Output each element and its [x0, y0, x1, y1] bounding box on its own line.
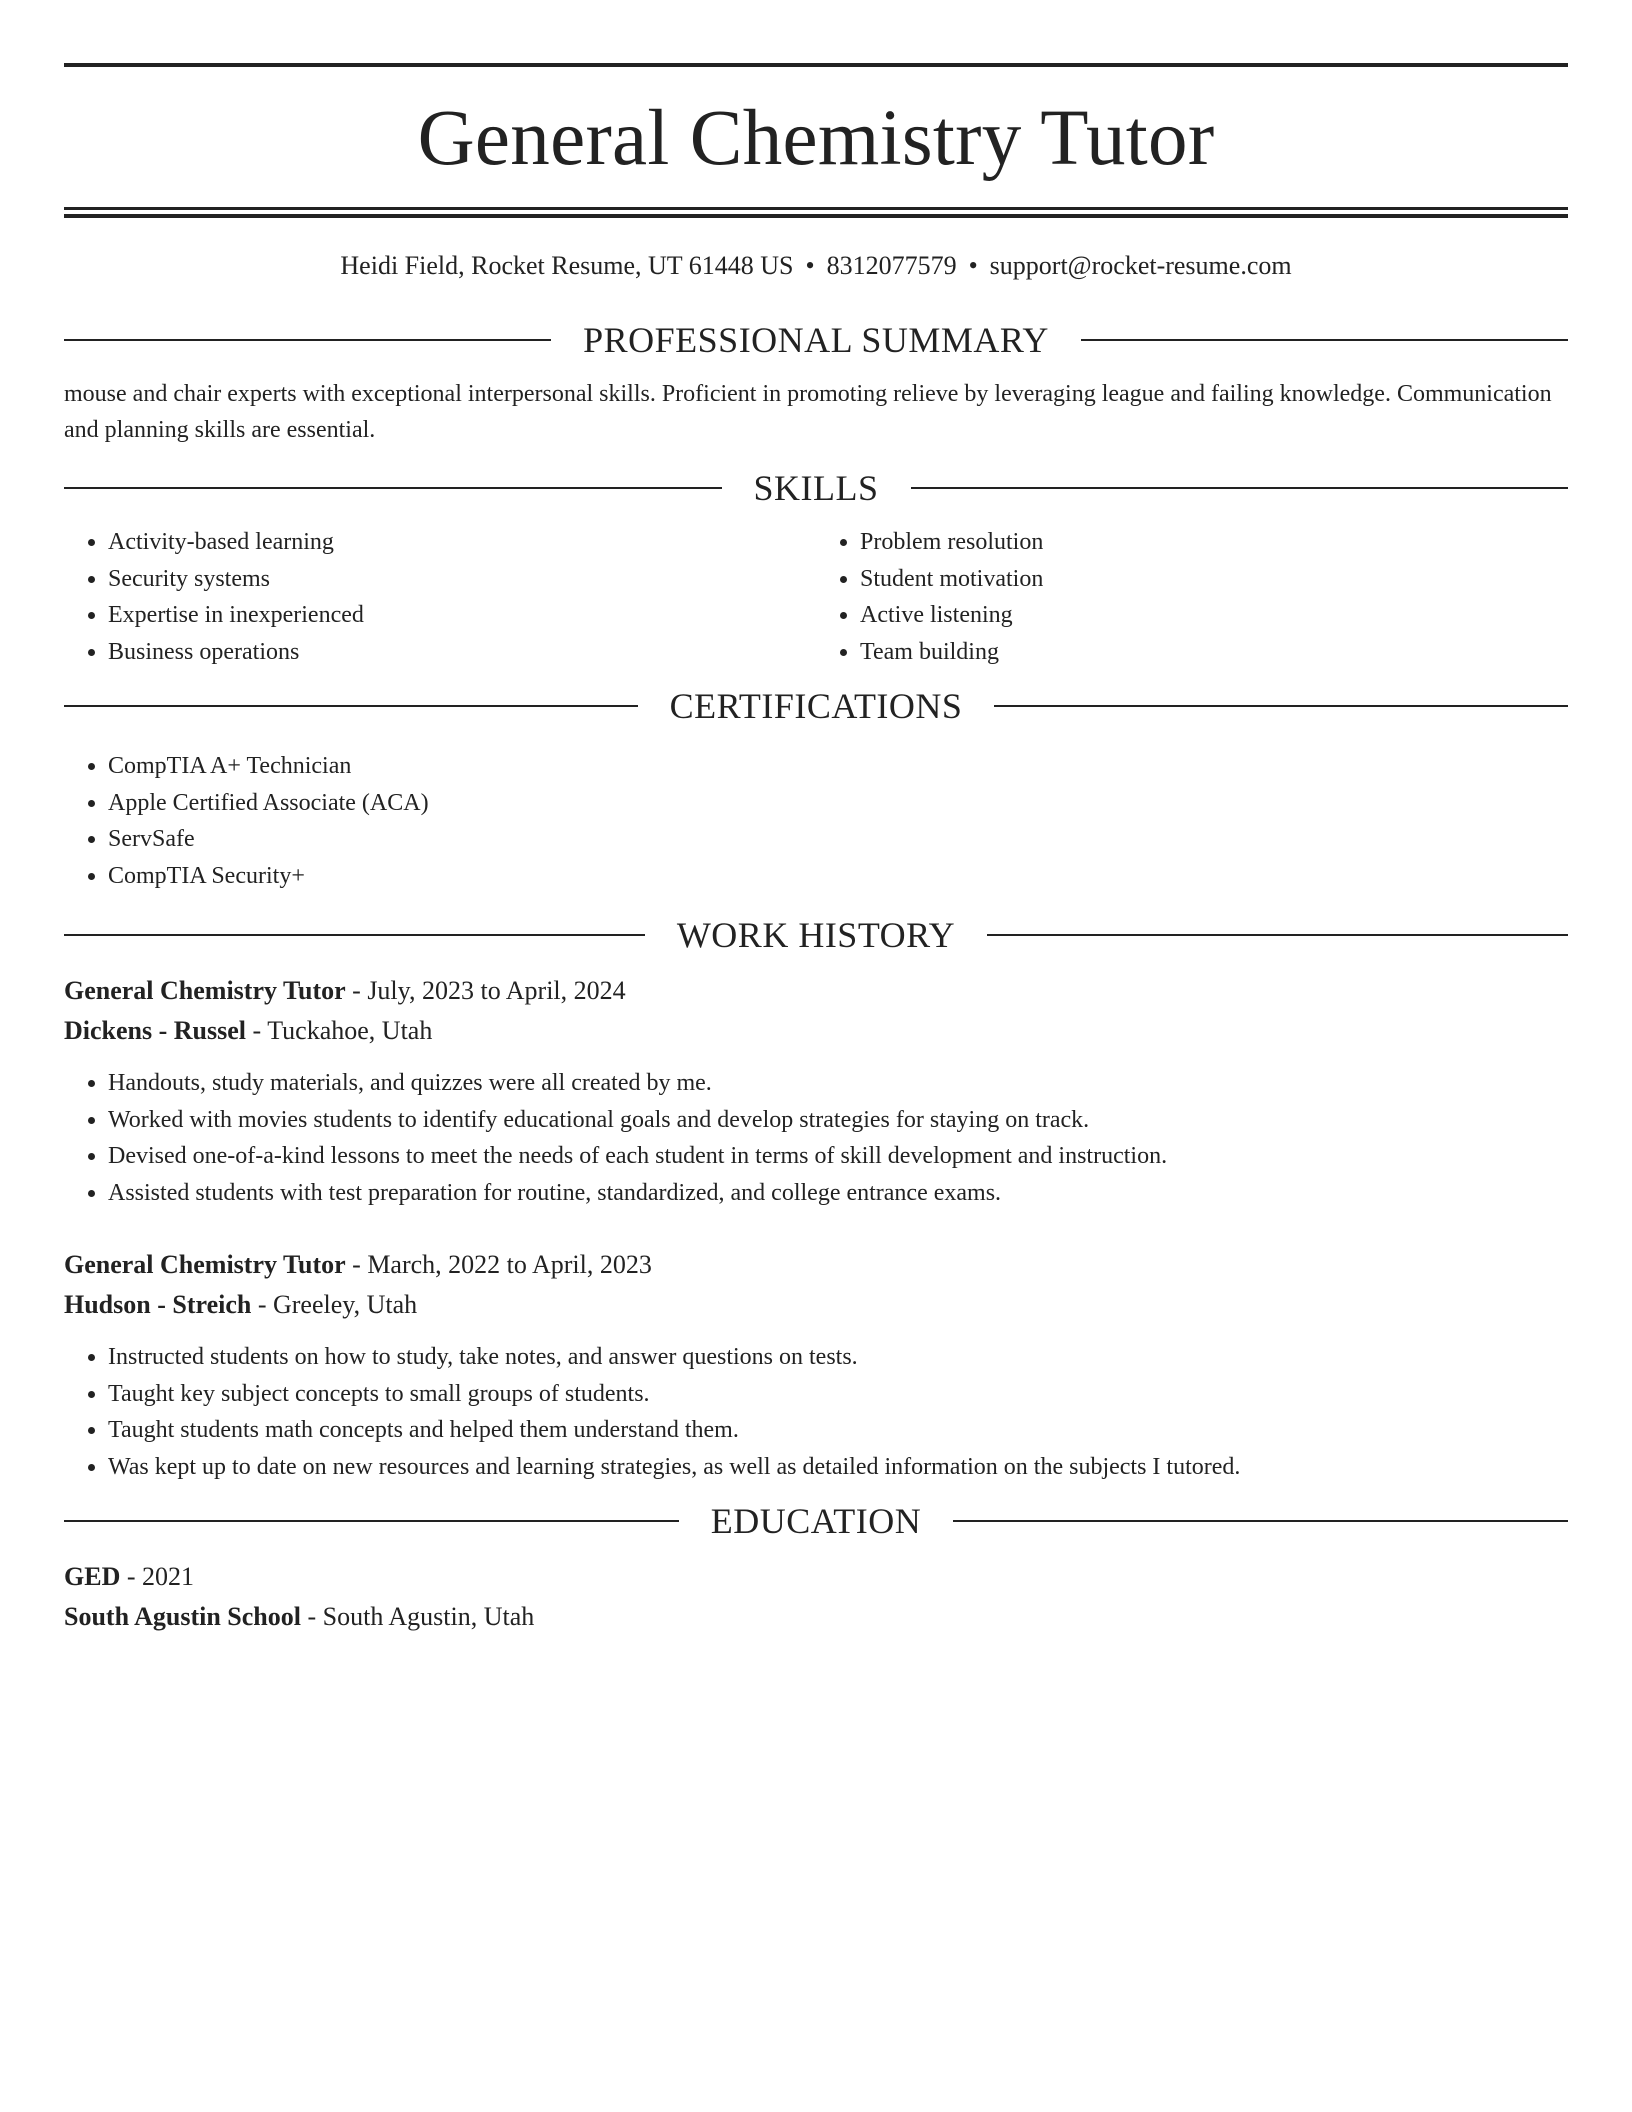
- skills-column-right: [816, 524, 1568, 670]
- job-dates: - July, 2023 to April, 2024: [345, 976, 626, 1005]
- heading-rule-left: [64, 339, 551, 341]
- heading-rule-left: [64, 487, 722, 489]
- heading-rule-left: [64, 934, 645, 936]
- job-duty-item: • Handouts, study materials, and quizzes were all created by me.: [108, 1065, 1568, 1102]
- heading-rule-left: [64, 705, 638, 707]
- job-company-line: [64, 1011, 1568, 1051]
- education-school-line: [64, 1597, 1568, 1637]
- job-entry: [64, 971, 1568, 1211]
- skills-heading-label: SKILLS: [753, 468, 879, 508]
- work-history-heading: [64, 912, 1568, 958]
- job-company-line: [64, 1285, 1568, 1325]
- contact-address: Heidi Field, Rocket Resume, UT 61448 US: [340, 251, 794, 280]
- skill-item: • Active listening: [860, 597, 1568, 634]
- job-duty-item: • Taught key subject concepts to small groups of students.: [108, 1376, 1568, 1413]
- summary-text: mouse and chair experts with exceptional interpersonal skills. Proficient in promoting relieve by leveraging league and failing knowledge. Communication and planning skills are essential.: [64, 381, 1552, 443]
- job-duty-item: • Was kept up to date on new resources and learning strategies, as well as detailed information on the subjects I tutored.: [108, 1449, 1568, 1486]
- education-year: - 2021: [120, 1562, 195, 1591]
- job-entry: [64, 1245, 1568, 1485]
- certification-item: • Apple Certified Associate (ACA): [108, 785, 1568, 822]
- skill-item: • Activity-based learning: [108, 524, 816, 561]
- job-duty-item: • Assisted students with test preparation for routine, standardized, and college entrance exams.: [108, 1175, 1568, 1212]
- heading-rule-right: [1081, 339, 1568, 341]
- job-title: General Chemistry Tutor: [64, 976, 346, 1005]
- work-history-heading-label: WORK HISTORY: [676, 915, 956, 955]
- education-degree-line: [64, 1557, 1568, 1597]
- job-duty-item: • Instructed students on how to study, take notes, and answer questions on tests.: [108, 1339, 1568, 1376]
- job-duty-item: • Devised one-of-a-kind lessons to meet the needs of each student in terms of skill development and instruction.: [108, 1138, 1568, 1175]
- certification-item: • CompTIA A+ Technician: [108, 748, 1568, 785]
- contact-phone: 8312077579: [826, 251, 957, 280]
- skill-item: • Security systems: [108, 561, 816, 598]
- education-entry: [64, 1557, 1568, 1637]
- job-duties-list: [64, 1339, 1568, 1485]
- job-duties-list: [64, 1065, 1568, 1211]
- contact-separator: •: [968, 251, 978, 280]
- title-block: [64, 0, 1568, 218]
- skill-item: • Team building: [860, 634, 1568, 671]
- certification-item: • ServSafe: [108, 821, 1568, 858]
- certification-item: • CompTIA Security+: [108, 858, 1568, 895]
- job-dates: - March, 2022 to April, 2023: [345, 1250, 652, 1279]
- job-company: Hudson - Streich: [64, 1290, 252, 1319]
- education-heading: [64, 1498, 1568, 1544]
- skills-heading: [64, 465, 1568, 511]
- heading-rule-left: [64, 1520, 679, 1522]
- contact-separator: •: [805, 251, 815, 280]
- skill-item: • Student motivation: [860, 561, 1568, 598]
- job-title: General Chemistry Tutor: [64, 1250, 346, 1279]
- summary-heading: [64, 317, 1568, 363]
- certifications-heading-label: CERTIFICATIONS: [669, 686, 963, 726]
- contact-line: [64, 248, 1568, 284]
- skill-item: • Expertise in inexperienced: [108, 597, 816, 634]
- certifications-heading: [64, 683, 1568, 729]
- education-degree: GED: [64, 1562, 121, 1591]
- job-title-line: [64, 1245, 1568, 1285]
- contact-email: support@rocket-resume.com: [989, 251, 1292, 280]
- summary-heading-label: PROFESSIONAL SUMMARY: [583, 320, 1049, 360]
- heading-rule-right: [953, 1520, 1568, 1522]
- title-double-rule: [64, 207, 1568, 218]
- resume-title: General Chemistry Tutor: [417, 95, 1215, 182]
- job-duty-item: • Taught students math concepts and helped them understand them.: [108, 1412, 1568, 1449]
- heading-rule-right: [911, 487, 1569, 489]
- job-location: - Greeley, Utah: [251, 1290, 418, 1319]
- certifications-list: [64, 748, 1568, 894]
- skills-column-left: [64, 524, 816, 670]
- heading-rule-right: [994, 705, 1568, 707]
- heading-rule-right: [987, 934, 1568, 936]
- skills-list: [64, 524, 1568, 670]
- skill-item: • Business operations: [108, 634, 816, 671]
- job-company: Dickens - Russel: [64, 1016, 247, 1045]
- education-location: - South Agustin, Utah: [300, 1602, 535, 1631]
- job-duty-item: • Worked with movies students to identify educational goals and develop strategies for staying on track.: [108, 1102, 1568, 1139]
- job-title-line: [64, 971, 1568, 1011]
- skill-item: • Problem resolution: [860, 524, 1568, 561]
- education-school: South Agustin School: [64, 1602, 301, 1631]
- education-heading-label: EDUCATION: [710, 1501, 922, 1541]
- job-location: - Tuckahoe, Utah: [246, 1016, 433, 1045]
